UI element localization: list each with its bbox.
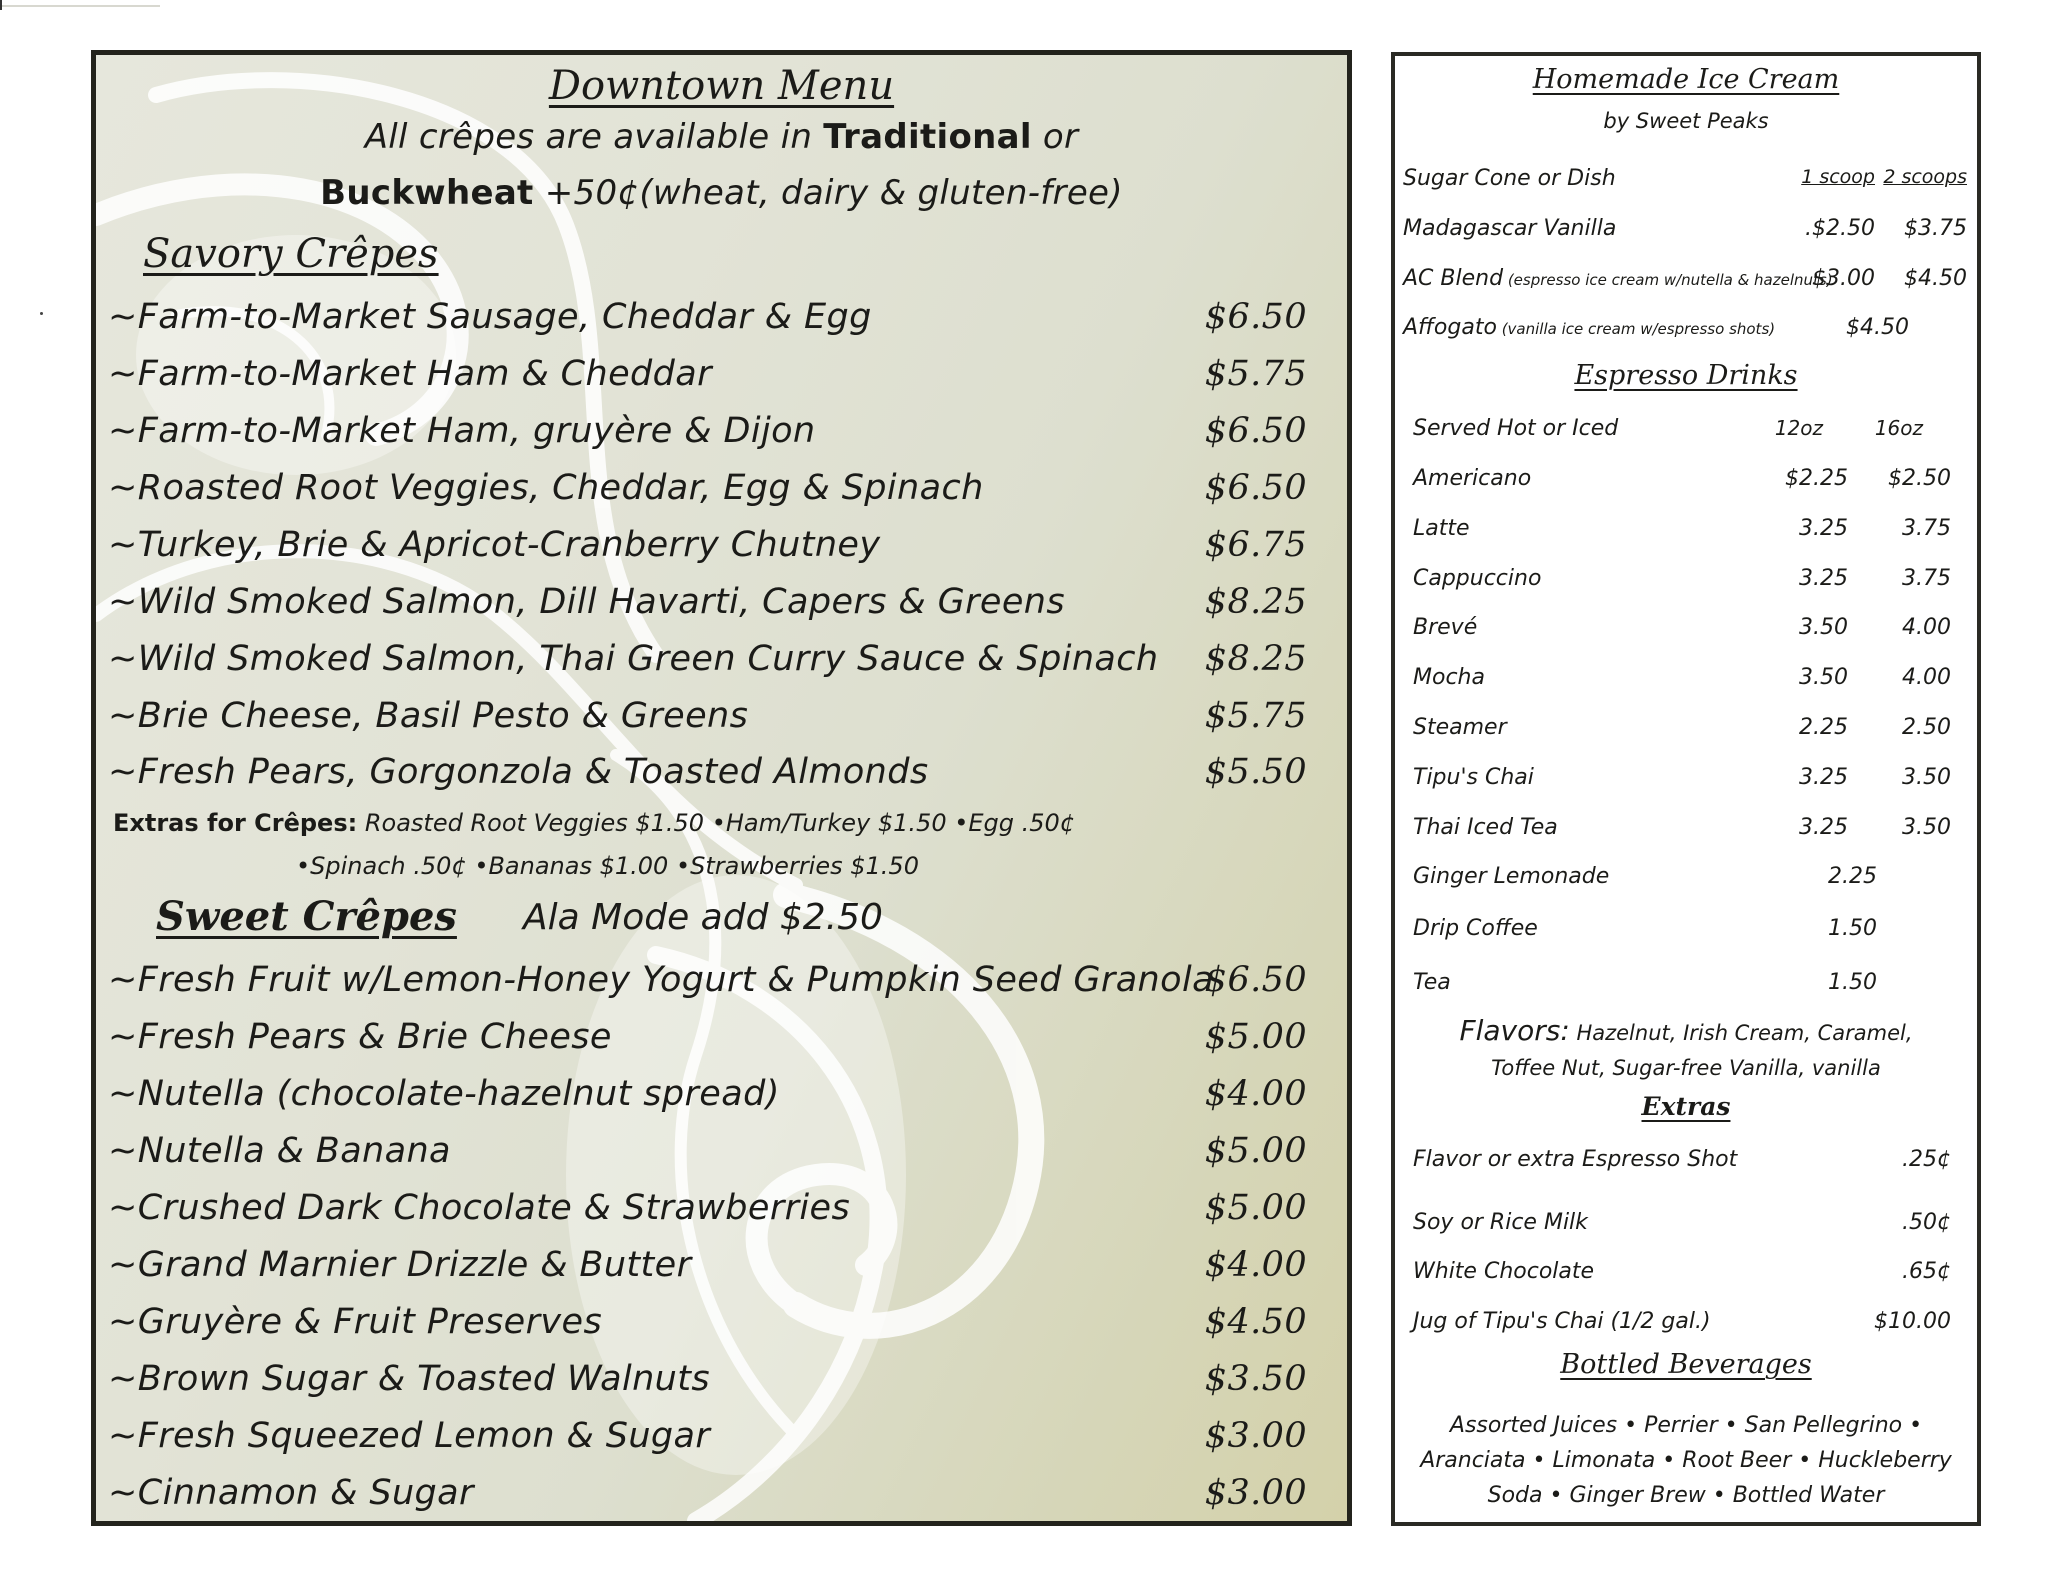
menu-item: ~Fresh Fruit w/Lemon-Honey Yogurt & Pumpkin Seed Granola $6.50 — [108, 960, 1307, 1000]
menu-item: ~Turkey, Brie & Apricot-Cranberry Chutney $6.75 — [108, 525, 1307, 565]
flavors-line-1: Flavors: Hazelnut, Irish Cream, Caramel, — [1459, 1014, 1913, 1047]
menu-item: ~Fresh Squeezed Lemon & Sugar $3.00 — [108, 1416, 1307, 1456]
sweet-crepes-heading: Sweet Crêpes — [156, 893, 457, 940]
espresso-header-row: Served Hot or Iced 12oz 16oz — [1413, 416, 1923, 441]
menu-item: ~Wild Smoked Salmon, Dill Havarti, Capers & Greens $8.25 — [108, 582, 1307, 622]
ice-cream-heading: Homemade Ice Cream — [1532, 64, 1840, 95]
crepe-options-line-1: All crêpes are available in Traditional or — [364, 117, 1079, 157]
menu-item: ~Roasted Root Veggies, Cheddar, Egg & Spinach $6.50 — [108, 468, 1307, 508]
menu-item: ~Nutella (chocolate-hazelnut spread) $4.00 — [108, 1074, 1307, 1114]
menu-item: ~Fresh Pears & Brie Cheese $5.00 — [108, 1017, 1307, 1057]
menu-item: ~Gruyère & Fruit Preserves $4.50 — [108, 1302, 1307, 1342]
menu-item: ~Grand Marnier Drizzle & Butter $4.00 — [108, 1245, 1307, 1285]
ice-cream-item: Madagascar Vanilla .$2.50 $3.75 — [1403, 216, 1967, 241]
menu-item: ~Fresh Pears, Gorgonzola & Toasted Almonds $5.50 — [108, 752, 1307, 792]
espresso-item: Thai Iced Tea 3.25 3.50 — [1413, 815, 1951, 840]
menu-item: ~Wild Smoked Salmon, Thai Green Curry Sauce & Spinach $8.25 — [108, 639, 1307, 679]
bottled-beverages-line-3: Soda • Ginger Brew • Bottled Water — [1487, 1483, 1885, 1508]
menu-item: ~Brown Sugar & Toasted Walnuts $3.50 — [108, 1359, 1307, 1399]
crepe-options-line-2: Buckwheat +50¢(wheat, dairy & gluten-free) — [320, 173, 1123, 213]
espresso-item: Brevé 3.50 4.00 — [1413, 615, 1951, 640]
ice-cream-item: Affogato (vanilla ice cream w/espresso shots) $4.50 — [1403, 315, 1909, 340]
crepe-extras-line-1: Extras for Crêpes: Roasted Root Veggies $1.50 •Ham/Turkey $1.50 •Egg .50¢ — [113, 809, 1076, 837]
drinks-menu-panel — [1391, 52, 1981, 1526]
bottled-beverages-line-2: Aranciata • Limonata • Root Beer • Huckleberry — [1420, 1448, 1952, 1473]
menu-item: ~Farm-to-Market Ham & Cheddar $5.75 — [108, 354, 1307, 394]
crepes-menu-panel — [91, 50, 1352, 1526]
ice-cream-item: AC Blend (espresso ice cream w/nutella & hazelnuts) $3.00 $4.50 — [1403, 266, 1967, 291]
extras-item: Flavor or extra Espresso Shot .25¢ — [1413, 1147, 1951, 1172]
espresso-item: Drip Coffee 1.50 — [1413, 916, 1877, 941]
scan-artifact-line — [0, 5, 160, 7]
espresso-heading: Espresso Drinks — [1574, 360, 1798, 391]
menu-item: ~Nutella & Banana $5.00 — [108, 1131, 1307, 1171]
espresso-item: Tipu's Chai 3.25 3.50 — [1413, 765, 1951, 790]
bottled-beverages-heading: Bottled Beverages — [1560, 1349, 1812, 1380]
espresso-item: Steamer 2.25 2.50 — [1413, 715, 1951, 740]
espresso-item: Americano $2.25 $2.50 — [1413, 466, 1951, 491]
menu-item: ~Cinnamon & Sugar $3.00 — [108, 1473, 1307, 1513]
flavors-line-2: Toffee Nut, Sugar-free Vanilla, vanilla — [1491, 1056, 1881, 1080]
savory-crepes-heading: Savory Crêpes — [143, 231, 439, 277]
menu-item: ~Brie Cheese, Basil Pesto & Greens $5.75 — [108, 696, 1307, 736]
ice-cream-header-row: Sugar Cone or Dish 1 scoop 2 scoops — [1403, 166, 1967, 191]
ice-cream-subtitle: by Sweet Peaks — [1603, 109, 1769, 133]
scan-artifact-tick — [0, 0, 2, 10]
crepe-extras-line-2: •Spinach .50¢ •Bananas $1.00 •Strawberries $1.50 — [296, 852, 919, 880]
menu-item: ~Farm-to-Market Sausage, Cheddar & Egg $6.50 — [108, 297, 1307, 337]
espresso-item: Mocha 3.50 4.00 — [1413, 665, 1951, 690]
scan-artifact-dot — [40, 312, 43, 315]
menu-item: ~Crushed Dark Chocolate & Strawberries $5.00 — [108, 1188, 1307, 1228]
ala-mode-note: Ala Mode add $2.50 — [523, 897, 883, 938]
extras-heading: Extras — [1641, 1092, 1731, 1121]
espresso-item: Cappuccino 3.25 3.75 — [1413, 566, 1951, 591]
espresso-item: Latte 3.25 3.75 — [1413, 516, 1951, 541]
extras-item: White Chocolate .65¢ — [1413, 1259, 1951, 1284]
espresso-item: Ginger Lemonade 2.25 — [1413, 864, 1877, 889]
extras-item: Soy or Rice Milk .50¢ — [1413, 1210, 1951, 1235]
espresso-item: Tea 1.50 — [1413, 970, 1877, 995]
extras-item: Jug of Tipu's Chai (1/2 gal.) $10.00 — [1413, 1309, 1951, 1334]
menu-title: Downtown Menu — [548, 63, 895, 109]
menu-item: ~Farm-to-Market Ham, gruyère & Dijon $6.50 — [108, 411, 1307, 451]
bottled-beverages-line-1: Assorted Juices • Perrier • San Pellegrino • — [1449, 1413, 1923, 1438]
